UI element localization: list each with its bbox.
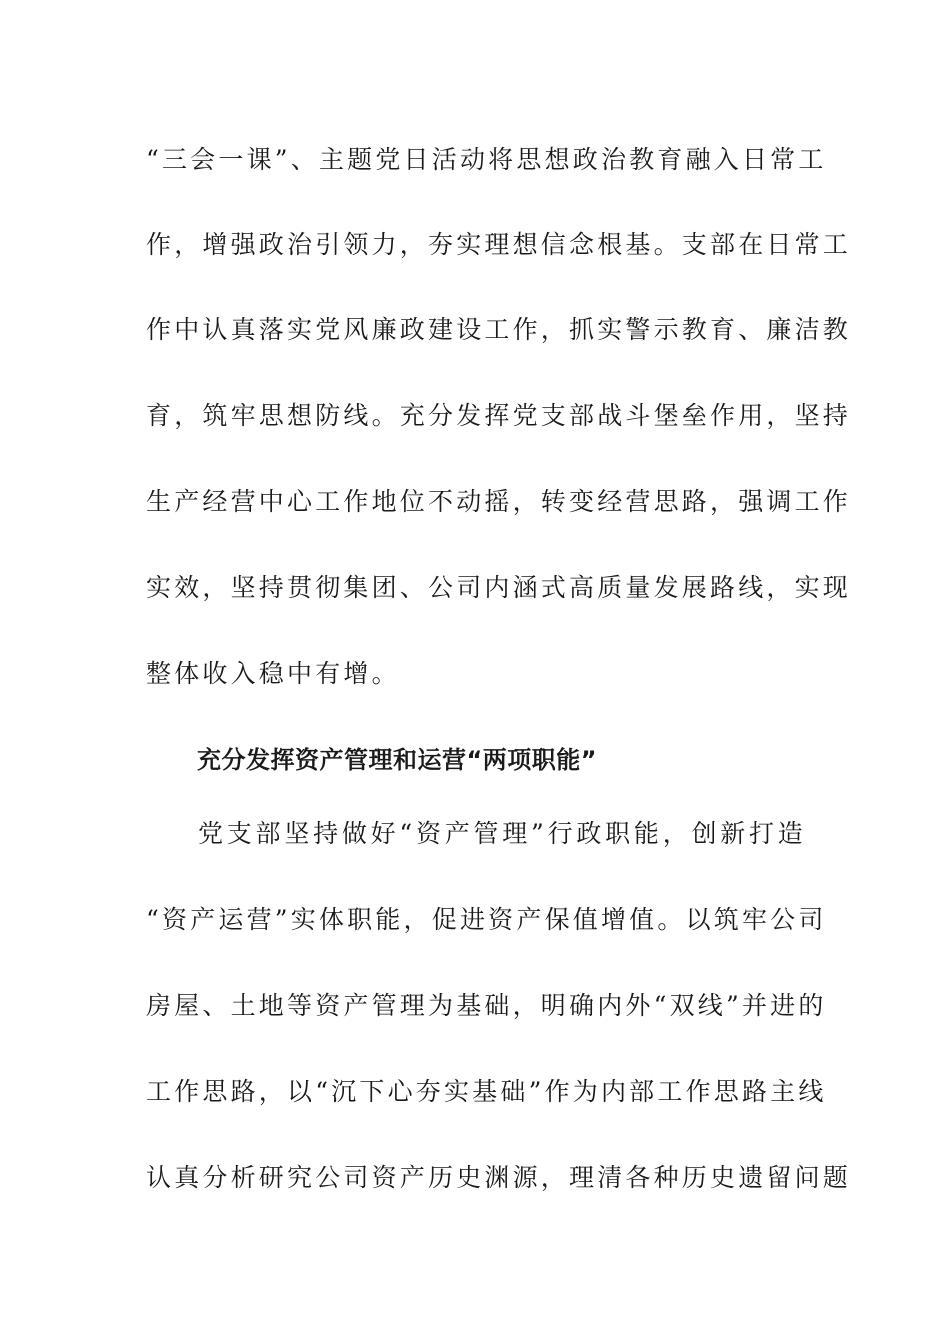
paragraph-line: 工作思路，以“沉下心夯实基础”作为内部工作思路主线	[146, 1077, 827, 1106]
section-heading: 充分发挥资产管理和运营“两项职能”	[197, 746, 598, 774]
paragraph-line: 整体收入稳中有增。	[146, 659, 400, 688]
paragraph-line: 作，增强政治引领力，夯实理想信念根基。支部在日常工	[146, 230, 852, 259]
paragraph-line: 认真分析研究公司资产历史渊源，理清各种历史遗留问题	[146, 1163, 852, 1192]
paragraph-line: 房屋、土地等资产管理为基础，明确内外“双线”并进的	[146, 991, 827, 1020]
paragraph-line: 实效，坚持贯彻集团、公司内涵式高质量发展路线，实现	[146, 573, 852, 602]
paragraph-line: “三会一课”、主题党日活动将思想政治教育融入日常工	[146, 145, 827, 174]
paragraph-line: 党支部坚持做好“资产管理”行政职能，创新打造	[198, 819, 806, 848]
paragraph-line: 育，筑牢思想防线。充分发挥党支部战斗堡垒作用，坚持	[146, 401, 852, 430]
paragraph-line: “资产运营”实体职能，促进资产保值增值。以筑牢公司	[146, 905, 827, 934]
paragraph-line: 生产经营中心工作地位不动摇，转变经营思路，强调工作	[146, 487, 852, 516]
paragraph-line: 作中认真落实党风廉政建设工作，抓实警示教育、廉洁教	[146, 315, 852, 344]
